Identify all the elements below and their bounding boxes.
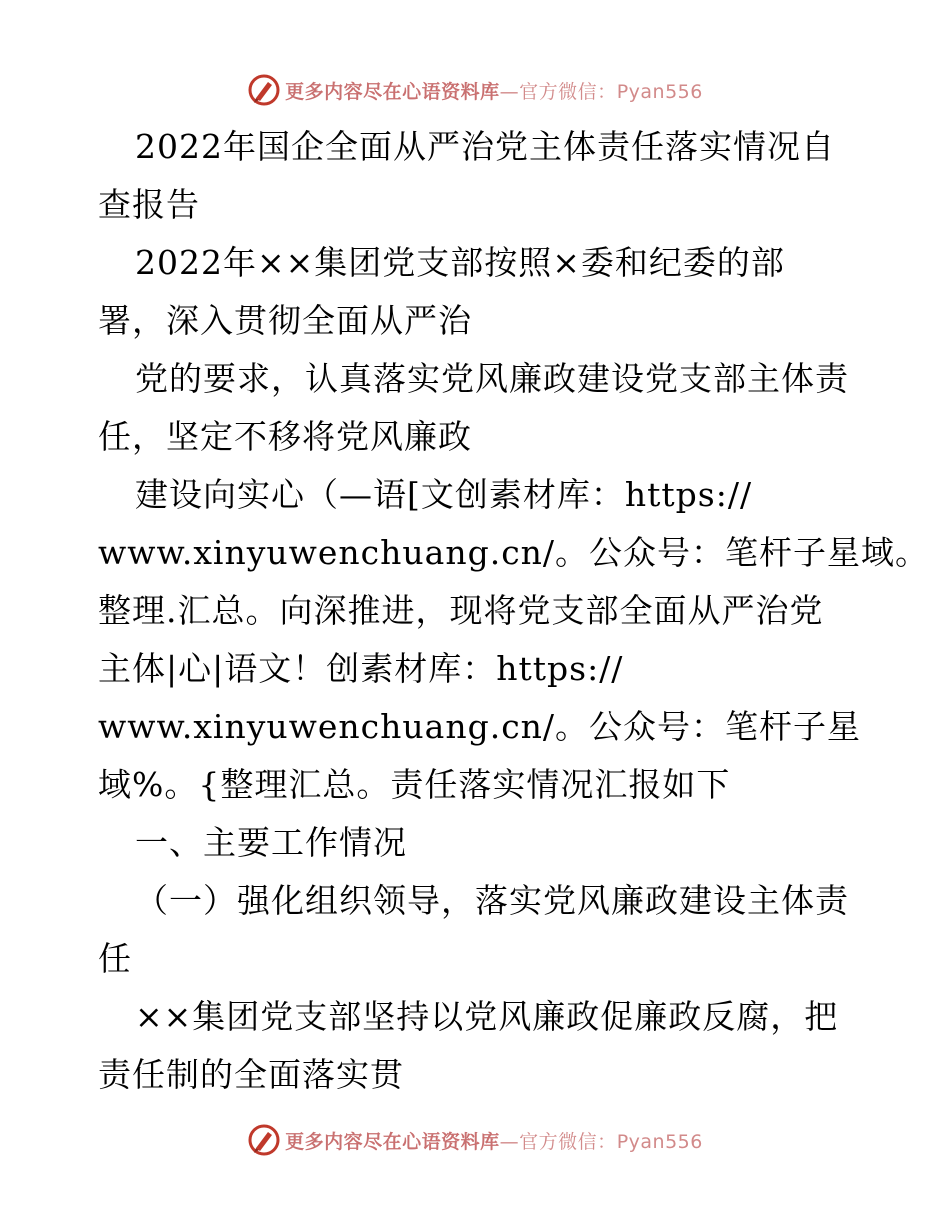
banner-text-main: 更多内容尽在心语资料库 [285,1130,500,1153]
doc-title-line-2: 查报告 [98,185,200,224]
banner-text-sep: —官方微信： [499,1130,617,1153]
document-body [98,118,930,1104]
subsection-heading: （一）强化组织领导，落实党风廉政建设主体责 [135,881,849,920]
pen-logo-icon [247,1123,281,1157]
paragraph-line: 域%。{整理汇总。责任落实情况汇报如下 [98,765,731,804]
pen-logo-icon [247,73,281,107]
paragraph-line: 责任制的全面落实贯 [98,1055,404,1094]
paragraph-line: www.xinyuwenchuang.cn/。公众号：笔杆子星 [98,707,862,746]
section-heading: 一、主要工作情况 [135,823,407,862]
paragraph-line: 整理.汇总。向深推进，现将党支部全面从严治党 [98,591,824,630]
banner-text [285,77,703,104]
paragraph-line: 主体|心|语文！创素材库：https:// [98,649,624,688]
doc-title-line-1: 2022年国企全面从严治党主体责任落实情况自 [135,127,835,166]
subsection-heading-cont: 任 [98,939,132,978]
paragraph-line: ××集团党支部坚持以党风廉政促廉政反腐，把 [135,997,839,1036]
paragraph-line: www.xinyuwenchuang.cn/。公众号：笔杆子星域。 [98,533,930,572]
banner-text-sep: —官方微信： [499,80,617,103]
header-banner [0,70,950,110]
paragraph-line: 署，深入贯彻全面从严治 [98,301,472,340]
paragraph-line: 任，坚定不移将党风廉政 [98,417,472,456]
footer-banner [0,1120,950,1160]
banner-text-main: 更多内容尽在心语资料库 [285,80,500,103]
banner-text [285,1127,703,1154]
paragraph-line: 党的要求，认真落实党风廉政建设党支部主体责 [135,359,849,398]
banner-text-id: Pyan556 [616,80,703,103]
paragraph-line: 建设向实心（—语[文创素材库：https:// [135,475,753,514]
banner-text-id: Pyan556 [616,1130,703,1153]
paragraph-line: 2022年××集团党支部按照×委和纪委的部 [135,243,785,282]
